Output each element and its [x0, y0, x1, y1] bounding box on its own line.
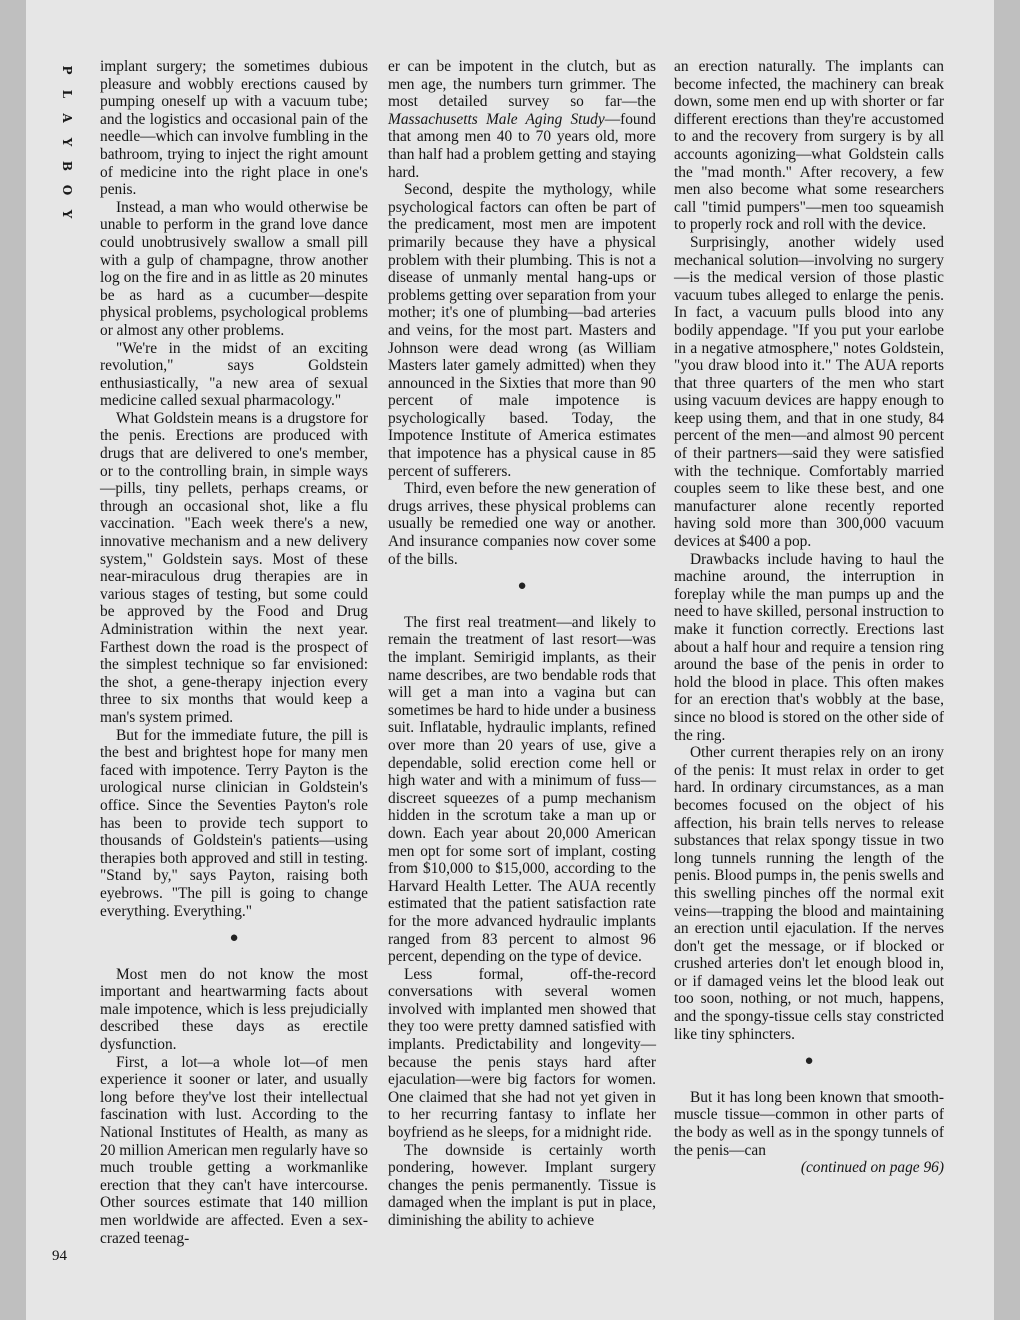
column-2 [388, 58, 656, 1230]
masthead-letter: P [60, 65, 74, 75]
paragraph: Second, despite the mythology, while psychological factors can often be part of the predicament, most men are impotent primarily because they have a physical problem with their plumbing. This is not a disease of unmanly mental hang-ups or problems getting over separation from your mother; it's one of plumbing—bad arteries and veins, for the most part. Masters and Johnson were dead wrong (as William Masters later gamely admitted) when they announced in the Sixties that more than 90 percent of male impotence is psychologically based. Today, the Impotence Institute of America estimates that impotence has a physical cause in 85 percent of sufferers. [388, 181, 656, 480]
paragraph: Surprisingly, another widely used mechanical solution—involving no surgery—is the medical version of those plastic vacuum tubes alleged to enlarge the penis. In fact, a vacuum pulls blood into any bodily appendage. "If you put your earlobe in a negative atmosphere," notes Goldstein, "you draw blood into it." The AUA reports that three quarters of the men who start using vacuum devices are happy enough to keep using them, and that in one study, 84 percent of the men—and almost 90 percent of their partners—said they were satisfied with the technique. Comfortably married couples seem to like these best, and one manufacturer alone recently reported having sold more than 300,000 vacuum devices at $400 a pop. [674, 233, 944, 551]
paragraph: "We're in the midst of an exciting revolution," says Goldstein enthusiastically, "a new area of sexual medicine called sexual pharmacology." [100, 339, 368, 410]
paragraph: Other current therapies rely on an irony of the penis: It must relax in order to get hard. In ordinary circumstances, as a man becomes focused on the object of his affection, his brain tells nerves to release substances that relax spongy tissue in two long tunnels running the length of the penis. Blood pumps in, the penis swells and this swelling pinches off the normal exit veins—trapping the blood and maintaining an erection until ejaculation. If the nerves don't get the message, or if blocked or crushed arteries don't let enough blood in, or if damaged veins let the blood leak out too soon, nothing, or not much, happens, and the spongy-tissue cells stay constricted like tiny sphincters. [674, 744, 944, 1043]
magazine-page [26, 0, 994, 1320]
paragraph: Third, even before the new generation of drugs arrives, these physical problems can usually be remedied one way or another. And insurance companies now cover some of the bills. [388, 480, 656, 568]
paragraph: implant surgery; the sometimes dubious pleasure and wobbly erections caused by pumping oneself up with a vacuum tube; and the logistics and occasional pain of the needle—which can involve fumbling in the bathroom, trying to inject the right amount of medicine into the right place in one's penis. [100, 58, 368, 199]
paragraph: Less formal, off-the-record conversations with several women involved with implanted men showed that they too were pretty damned satisfied with implants. Predictability and longevity—because the penis stays hard after ejaculation—were big factors for women. One claimed that she had not yet given in to her recurring fantasy to inflate her boyfriend as he sleeps, for a midnight ride. [388, 965, 656, 1142]
paragraph: First, a lot—a whole lot—of men experience it sooner or later, and usually long before they've lost their intellectual fascination with lust. According to the National Institutes of Health, as many as 20 million American men regularly have so much trouble getting a workmanlike erection that they can't have intercourse. Other sources estimate that 140 million men worldwide are affected. Even a sex-crazed teenag- [100, 1053, 368, 1247]
masthead-vertical [50, 58, 74, 226]
masthead-letter: L [60, 89, 74, 99]
paragraph: What Goldstein means is a drugstore for the penis. Erections are produced with drugs that are delivered to one's member, or to the controlling brain, in simple ways—pills, tiny pellets, perhaps creams, or through an occasional shot, like a flu vaccination. "Each week there's a new, innovative mechanism and a new delivery system," Goldstein says. Most of these near-miraculous drug therapies are in various stages of testing, but some could be approved by the Food and Drug Administration within the next year. Farthest down the road is the prospect of the simplest technique so far envisioned: the shot, a gene-therapy injection every three to six months that would keep a man's system primed. [100, 409, 368, 726]
masthead-letter: A [60, 113, 74, 123]
section-bullet: ● [804, 1053, 814, 1070]
section-bullet: ● [229, 930, 239, 947]
section-bullet: ● [517, 578, 527, 595]
paragraph: The first real treatment—and likely to remain the treatment of last resort—was the implant. Semirigid implants, as their name describes, are two bendable rods that will get a man into a vagina but can sometimes be hard to hide under a business suit. Inflatable, hydraulic implants, refined over more than 20 years of use, give a dependable, solid erection come hell or high water and with a minimum of fuss—discreet squeezes of a pump mechanism hidden in the scrotum take a man up or down. Each year about 20,000 American men opt for some sort of implant, costing from $10,000 to $15,000, according to the Harvard Health Letter. The AUA recently estimated that the patient satisfaction rate for the more advanced hydraulic implants ranged from 83 percent to almost 96 percent, depending on the type of device. [388, 613, 656, 966]
continued-note: (continued on page 96) [800, 1159, 944, 1177]
column-1 [100, 58, 368, 1247]
masthead-letter: B [60, 160, 74, 172]
paragraph: er can be impotent in the clutch, but as men age, the numbers turn grimmer. The most detailed survey so far—the Massachusetts Male Aging Study—found that among men 40 to 70 years old, more than half had a problem getting and staying hard. [388, 58, 656, 181]
masthead-letter: O [60, 184, 74, 196]
paragraph: Drawbacks include having to haul the machine around, the interruption in foreplay while the man pumps up and the need to have skilled, personal instruction to make it function correctly. Erections last about a half hour and require a tension ring around the base of the penis in order to hold the blood in place. This often makes for an erection that's wobbly at the base, since no blood is stored on the other side of the ring. [674, 550, 944, 744]
paragraph: The downside is certainly worth pondering, however. Implant surgery changes the penis permanently. Tissue is damaged when the implant is put in place, diminishing the ability to achieve [388, 1141, 656, 1229]
masthead-letter: Y [60, 209, 74, 219]
paragraph: But it has long been known that smooth-muscle tissue—common in other parts of the body as well as in the spongy tunnels of the penis—can [674, 1088, 944, 1159]
paragraph: Instead, a man who would otherwise be unable to perform in the grand love dance could unobtrusively swallow a small pill with a gulp of champagne, throw another log on the fire and in as little as 20 minutes be as hard as a cucumber—despite physical problems, psychological problems or almost any other problems. [100, 198, 368, 339]
column-3 [674, 58, 944, 1177]
paragraph: But for the immediate future, the pill is the best and brightest hope for many men faced with impotence. Terry Payton is the urological nurse clinician in Goldstein's office. Since the Seventies Payton's role has been to provide tech support to thousands of Goldstein's patients—using therapies both approved and still in testing. "Stand by," says Payton, raising both eyebrows. "The pill is going to change everything. Everything." [100, 726, 368, 920]
paragraph: an erection naturally. The implants can become infected, the machinery can break down, some men end up with shorter or far different erections than they're accustomed to and the recovery from surgery is by all accounts agonizing—what Goldstein calls the "mad month." After recovery, a few men also become what some researchers call "timid pumpers"—men too squeamish to properly rock and roll with the device. [674, 58, 944, 234]
paragraph: Most men do not know the most important and heartwarming facts about male impotence, which is less prejudicially described these days as erectile dysfunction. [100, 965, 368, 1054]
page-number: 94 [52, 1248, 67, 1264]
masthead-letter: Y [60, 137, 74, 147]
